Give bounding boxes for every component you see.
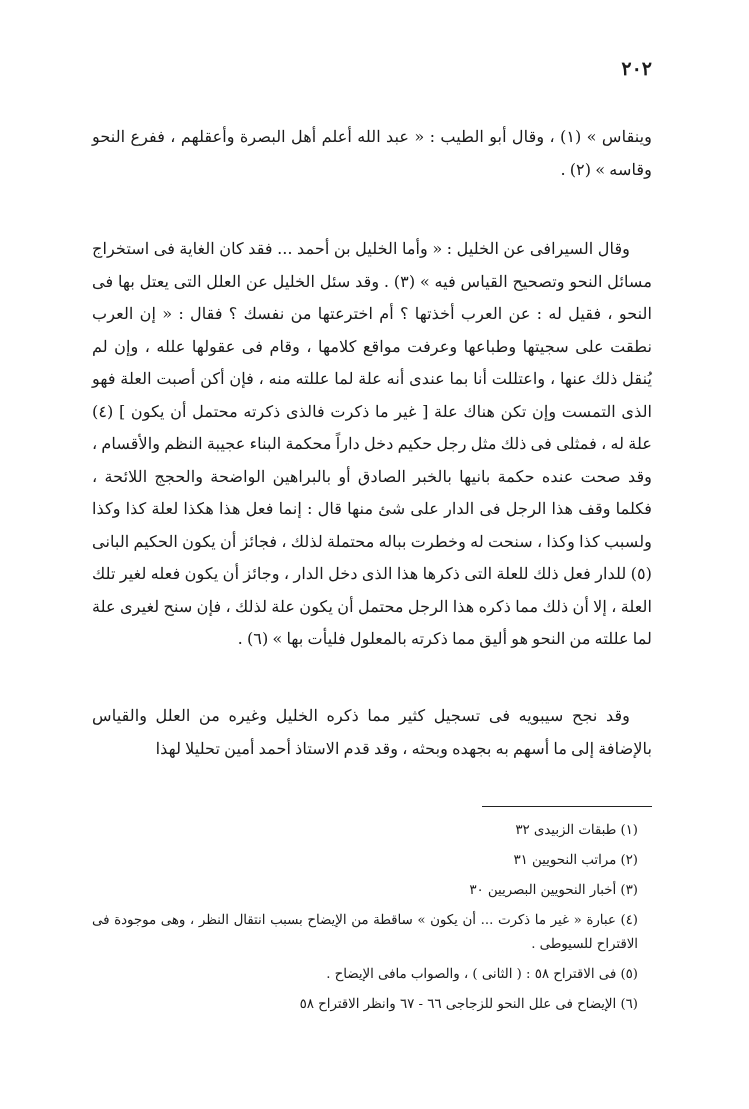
book-page [92, 0, 652, 1109]
paragraph-sibawayh: وقد نجح سيبويه فى تسجيل كثير مما ذكره الخليل وغيره من العلل والقياس بالإضافة إلى ما أسهم به بجهده وبحثه ، وقد قدم الاستاذ أحمد أمين تحليلا لهذا [92, 706, 652, 758]
footnote-1: (١) طبقات الزبيدى ٣٢ [515, 823, 638, 838]
footnotes [92, 816, 652, 1020]
paragraph-sirafi-khalil: وقال السيرافى عن الخليل : « وأما الخليل بن أحمد ... فقد كان الغاية فى استخراج مسائل النحو وتصحيح القياس فيه » (٣) . وقد سئل الخليل عن العلل التى يعتل بها فى النحو ، فقيل له : عن العرب أخذتها ؟ أم اخترعتها من نفسك ؟ فقال : « إن العرب نطقت على سجيتها وطباعها وعرفت مواقع كلامها ، وقام فى عقولها علله ، وإن لم يُنقل ذلك عنها ، واعتللت أنا بما عندى أنه علة لما عللته منه ، فإن أكن أصبت العلة فهو الذى التمست وإن تكن هناك علة [ غير ما ذكرت فالذى ذكرته محتمل أن يكون ] (٤) علة له ، فمثلى فى ذلك مثل رجل حكيم دخل داراً محكمة البناء عجيبة النظم والأقسام ، وقد صحت عنده حكمة بانيها بالخبر الصادق أو بالبراهين الواضحة والحجج اللائحة ، فكلما وقف هذا الرجل فى الدار على شئ منها قال : إنما فعل هذا هكذا لعلة كذا وكذا ولسبب كذا وكذا ، سنحت له وخطرت بباله محتملة لذلك ، فجائز أن يكون الحكيم البانى (٥) للدار فعل ذلك للعلة التى ذكرها هذا الذى دخل الدار ، وجائز أن يكون فعله لغير تلك العلة ، إلا أن ذلك مما ذكره هذا الرجل محتمل أن يكون علة لذلك ، فإن سنح لغيرى علة لما عللته من النحو هو أليق مما ذكرته بالمعلول فليأت بها » (٦) . [92, 239, 652, 648]
footnote-6: (٦) الإيضاح فى علل النحو للزجاجى ٦٦ - ٦٧ وانظر الاقتراح ٥٨ [299, 997, 638, 1012]
paragraph-continuation: وينقاس » (١) ، وقال أبو الطيب : « عبد الله أعلم أهل البصرة وأعقلهم ، ففرع النحو وقاسه » (٢) . [92, 127, 652, 179]
page-number: ٢٠٢ [621, 58, 652, 80]
footnote-3: (٣) أخبار النحويين البصريين ٣٠ [469, 883, 638, 898]
footnote-5: (٥) فى الاقتراح ٥٨ : ( الثانى ) ، والصواب مافى الإيضاح . [326, 967, 638, 982]
footnote-4: (٤) عبارة « غير ما ذكرت ... أن يكون » ساقطة من الإيضاح بسبب انتقال النظر ، وهى موجودة فى الاقتراح للسيوطى . [92, 913, 638, 952]
footnote-divider [482, 806, 652, 807]
footnote-2: (٢) مراتب النحويين ٣١ [513, 853, 638, 868]
